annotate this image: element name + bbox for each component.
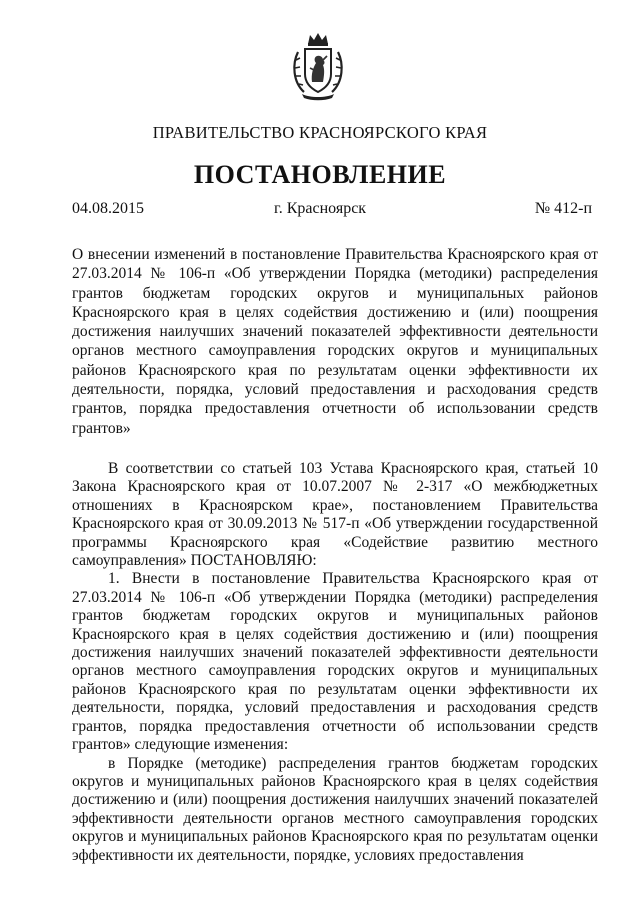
document-city: г. Красноярск <box>273 200 367 217</box>
krasnoyarsk-coat-of-arms-icon <box>290 30 346 102</box>
body-paragraph-changes: в Порядке (методике) распределения грантов бюджетам городских округов и муниципальных районов Красноярского края в целях содействия достижению и (или) поощрения достижения наилучших значений показателей эффективности деятельности органов местного самоуправления городских округов и муниципальных районов Красноярского края по результатам оценки эффективности их деятельности, порядке, условиях предоставления <box>72 754 598 864</box>
document-subject: О внесении изменений в постановление Правительства Красноярского края от 27.03.2014 № 106-п «Об утверждении Порядка (методики) распределения грантов бюджетам городских округов и муниципальных районов Красноярского края в целях содействия достижению и (или) поощрения достижения наилучших значений показателей эффективности деятельности органов местного самоуправления городских округов и муниципальных районов Красноярского края по результатам оценки эффективности их деятельности, порядка, условий предоставления и расходования средств грантов, порядка предоставления отчетности об использовании средств грантов» <box>72 246 598 437</box>
document-type-title: ПОСТАНОВЛЕНИЕ <box>193 160 447 189</box>
document-number: № 412-п <box>534 200 592 217</box>
body-paragraph-item-1: 1. Внести в постановление Правительства Красноярского края от 27.03.2014 № 106-п «Об утверждении Порядка (методики) распределения грантов бюджетам городских округов и муниципальных районов Красноярского края в целях содействия достижению и (или) поощрения достижения наилучших значений показателей эффективности деятельности органов местного самоуправления городских округов и муниципальных районов Красноярского края по результатам оценки эффективности их деятельности, порядка, условий предоставления и расходования средств грантов, порядка предоставления отчетности об использовании средств грантов» следующие изменения: <box>72 570 598 754</box>
document-date: 04.08.2015 <box>72 200 144 217</box>
document-body <box>72 460 598 865</box>
government-title: ПРАВИТЕЛЬСТВО КРАСНОЯРСКОГО КРАЯ <box>152 123 488 142</box>
body-paragraph-preamble: В соответствии со статьей 103 Устава Красноярского края, статьей 10 Закона Красноярского края от 10.07.2007 № 2-317 «О межбюджетных отношениях в Красноярском крае», постановлением Правительства Красноярского края от 30.09.2013 № 517-п «Об утверждении государственной программы Красноярского края «Содействие развитию местного самоуправления» ПОСТАНОВЛЯЮ: <box>72 460 598 570</box>
